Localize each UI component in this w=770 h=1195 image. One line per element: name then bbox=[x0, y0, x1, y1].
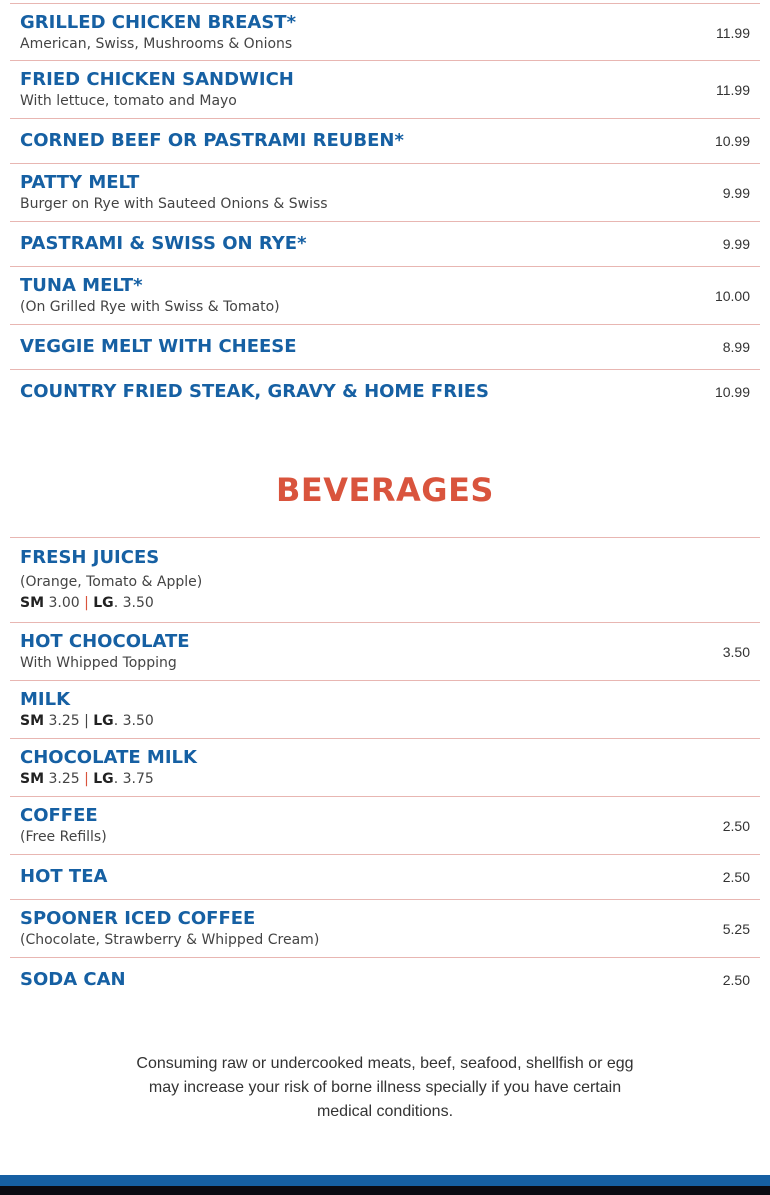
menu-item bbox=[10, 325, 760, 370]
menu-item bbox=[10, 681, 760, 739]
menu-item bbox=[10, 623, 760, 681]
item-name: COFFEE bbox=[20, 805, 98, 826]
item-description: American, Swiss, Mushrooms & Onions bbox=[20, 36, 293, 52]
size-prices bbox=[20, 770, 154, 788]
size-price-lg: . 3.50 bbox=[113, 595, 154, 611]
item-description: With lettuce, tomato and Mayo bbox=[20, 93, 237, 109]
item-price: 10.99 bbox=[714, 133, 750, 149]
size-separator: | bbox=[84, 771, 89, 787]
item-name: SODA CAN bbox=[20, 969, 126, 990]
item-price: 3.50 bbox=[722, 644, 750, 660]
item-name: CHOCOLATE MILK bbox=[20, 747, 197, 768]
beverages-menu-list bbox=[10, 537, 760, 1003]
menu-item bbox=[10, 855, 760, 900]
item-description: Burger on Rye with Sauteed Onions & Swiss bbox=[20, 196, 328, 212]
item-price: 9.99 bbox=[722, 185, 750, 201]
item-name: PASTRAMI & SWISS ON RYE* bbox=[20, 233, 307, 254]
menu-item bbox=[10, 739, 760, 797]
menu-item bbox=[10, 61, 760, 119]
item-description: (Free Refills) bbox=[20, 829, 107, 845]
item-description: (Orange, Tomato & Apple) bbox=[20, 574, 203, 590]
size-price-lg: . 3.50 bbox=[113, 713, 154, 729]
item-name: HOT TEA bbox=[20, 866, 108, 887]
item-name: FRIED CHICKEN SANDWICH bbox=[20, 69, 294, 90]
item-name: GRILLED CHICKEN BREAST* bbox=[20, 12, 296, 33]
size-label-lg: LG bbox=[93, 595, 114, 611]
item-price: 10.00 bbox=[714, 288, 750, 304]
footer-accent-stripe bbox=[0, 1175, 770, 1186]
size-label-sm: SM bbox=[20, 713, 45, 729]
item-description: (On Grilled Rye with Swiss & Tomato) bbox=[20, 299, 280, 315]
size-separator: | bbox=[84, 713, 89, 729]
item-description: (Chocolate, Strawberry & Whipped Cream) bbox=[20, 932, 320, 948]
item-name: HOT CHOCOLATE bbox=[20, 631, 190, 652]
item-price: 2.50 bbox=[722, 818, 750, 834]
health-disclaimer: Consuming raw or undercooked meats, beef, seafood, shellfish or egg may increase your risk of borne illness specially if you have certain medical conditions. bbox=[136, 1055, 634, 1120]
item-price: 5.25 bbox=[722, 921, 750, 937]
menu-item bbox=[10, 222, 760, 267]
sandwich-menu-list bbox=[10, 3, 760, 415]
item-name: PATTY MELT bbox=[20, 172, 140, 193]
size-separator: | bbox=[84, 595, 89, 611]
item-price: 10.99 bbox=[714, 384, 750, 400]
size-price-sm: 3.25 bbox=[48, 771, 80, 787]
item-name: SPOONER ICED COFFEE bbox=[20, 908, 256, 929]
section-title-beverages: BEVERAGES bbox=[276, 471, 494, 509]
item-price: 2.50 bbox=[722, 869, 750, 885]
menu-item bbox=[10, 900, 760, 958]
item-price: 9.99 bbox=[722, 236, 750, 252]
menu-item bbox=[10, 3, 760, 61]
item-price: 11.99 bbox=[716, 82, 750, 98]
size-price-sm: 3.25 bbox=[48, 713, 80, 729]
size-label-sm: SM bbox=[20, 595, 45, 611]
menu-item bbox=[10, 958, 760, 1003]
size-label-lg: LG bbox=[93, 771, 114, 787]
menu-item bbox=[10, 164, 760, 222]
item-name: TUNA MELT* bbox=[20, 275, 143, 296]
size-price-lg: . 3.75 bbox=[113, 771, 154, 787]
item-price: 11.99 bbox=[716, 25, 750, 41]
item-name: VEGGIE MELT WITH CHEESE bbox=[20, 336, 297, 357]
item-name: MILK bbox=[20, 689, 71, 710]
item-name: FRESH JUICES bbox=[20, 547, 160, 568]
size-prices bbox=[20, 594, 154, 612]
item-name: CORNED BEEF OR PASTRAMI REUBEN* bbox=[20, 130, 404, 151]
menu-item bbox=[10, 119, 760, 164]
item-description: With Whipped Topping bbox=[20, 655, 177, 671]
menu-item bbox=[10, 370, 760, 415]
item-price: 8.99 bbox=[722, 339, 750, 355]
menu-item bbox=[10, 267, 760, 325]
menu-item bbox=[10, 537, 760, 623]
footer-bar bbox=[0, 1175, 770, 1195]
menu-item bbox=[10, 797, 760, 855]
item-price: 2.50 bbox=[722, 972, 750, 988]
size-label-lg: LG bbox=[93, 713, 114, 729]
size-price-sm: 3.00 bbox=[48, 595, 80, 611]
size-prices bbox=[20, 712, 154, 730]
item-name: COUNTRY FRIED STEAK, GRAVY & HOME FRIES bbox=[20, 381, 490, 402]
size-label-sm: SM bbox=[20, 771, 45, 787]
